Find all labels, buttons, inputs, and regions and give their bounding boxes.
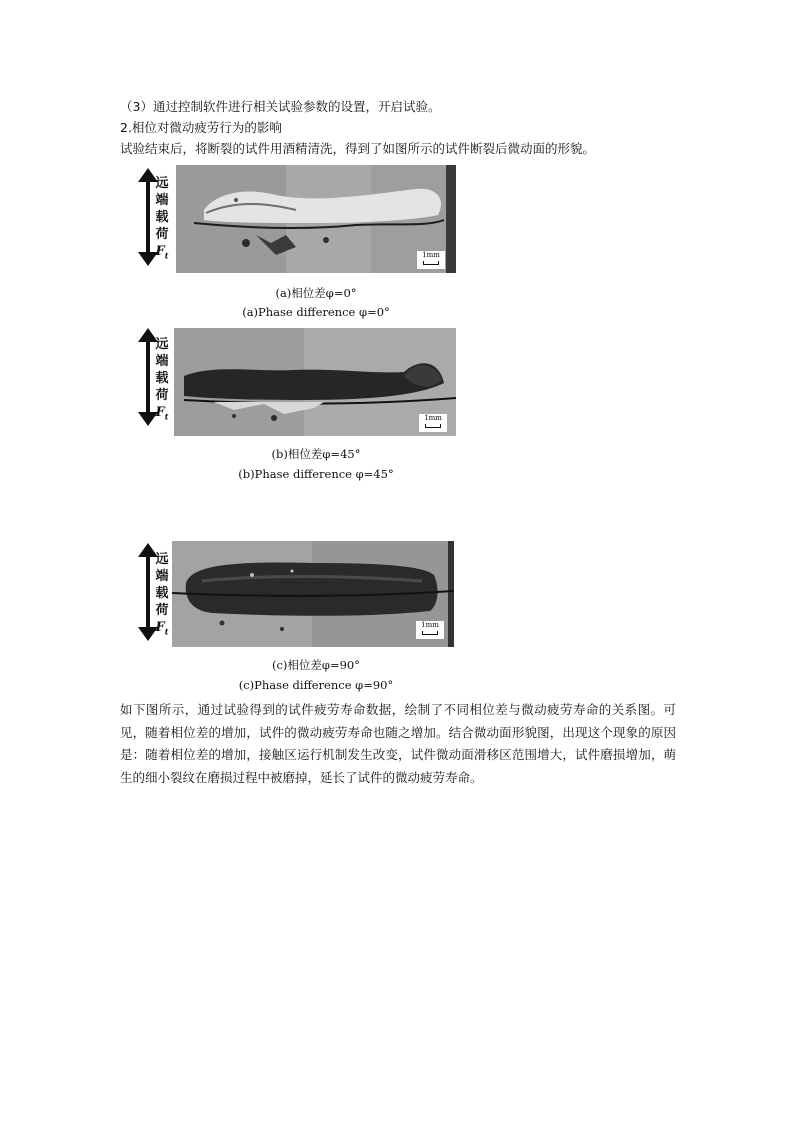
fretting-surface-photo-c [172,541,454,647]
caption-cn-c: (c)相位差φ=90° [272,658,360,672]
caption-cn-b: (b)相位差φ=45° [271,447,361,461]
scale-bar-a: 1mm [417,251,445,269]
scale-bar-b: 1mm [419,414,447,432]
caption-en-b: (b)Phase difference φ=45° [238,467,394,481]
figure-intro-text: 试验结束后，将断裂的试件用酒精清洗，得到了如图所示的试件断裂后微动面的形貌。 [120,141,596,156]
fretting-surface-photo-b [174,328,456,436]
scale-bar-c: 1mm [416,621,444,639]
section-heading: 2.相位对微动疲劳行为的影响 [120,120,282,135]
vertical-load-label: 远 端 载 荷 $F_t$ [155,552,169,637]
conclusion-paragraph: 如下图所示，通过试验得到的试件疲劳寿命数据，绘制了不同相位差与微动疲劳寿命的关系图。可见，随着相位差的增加，试件的微动疲劳寿命也随之增加。结合微动面形貌图，出现这个现象的原因是：随着相位差的增加，接触区运行机制发生改变，试件微动面滑移区范围增大，试件磨损增加，萌生的细小裂纹在磨损过程中被磨掉，延长了试件的微动疲劳寿命。 [120,702,676,785]
caption-en-a: (a)Phase difference φ=0° [242,305,390,319]
caption-cn-a: (a)相位差φ=0° [275,286,357,300]
caption-en-c: (c)Phase difference φ=90° [238,678,394,692]
vertical-load-label: 远 端 载 荷 $F_t$ [155,176,169,261]
fretting-surface-photo-a [176,165,456,273]
vertical-load-label: 远 端 载 荷 $F_t$ [155,337,169,422]
step3-text: （3）通过控制软件进行相关试验参数的设置，开启试验。 [120,99,441,114]
